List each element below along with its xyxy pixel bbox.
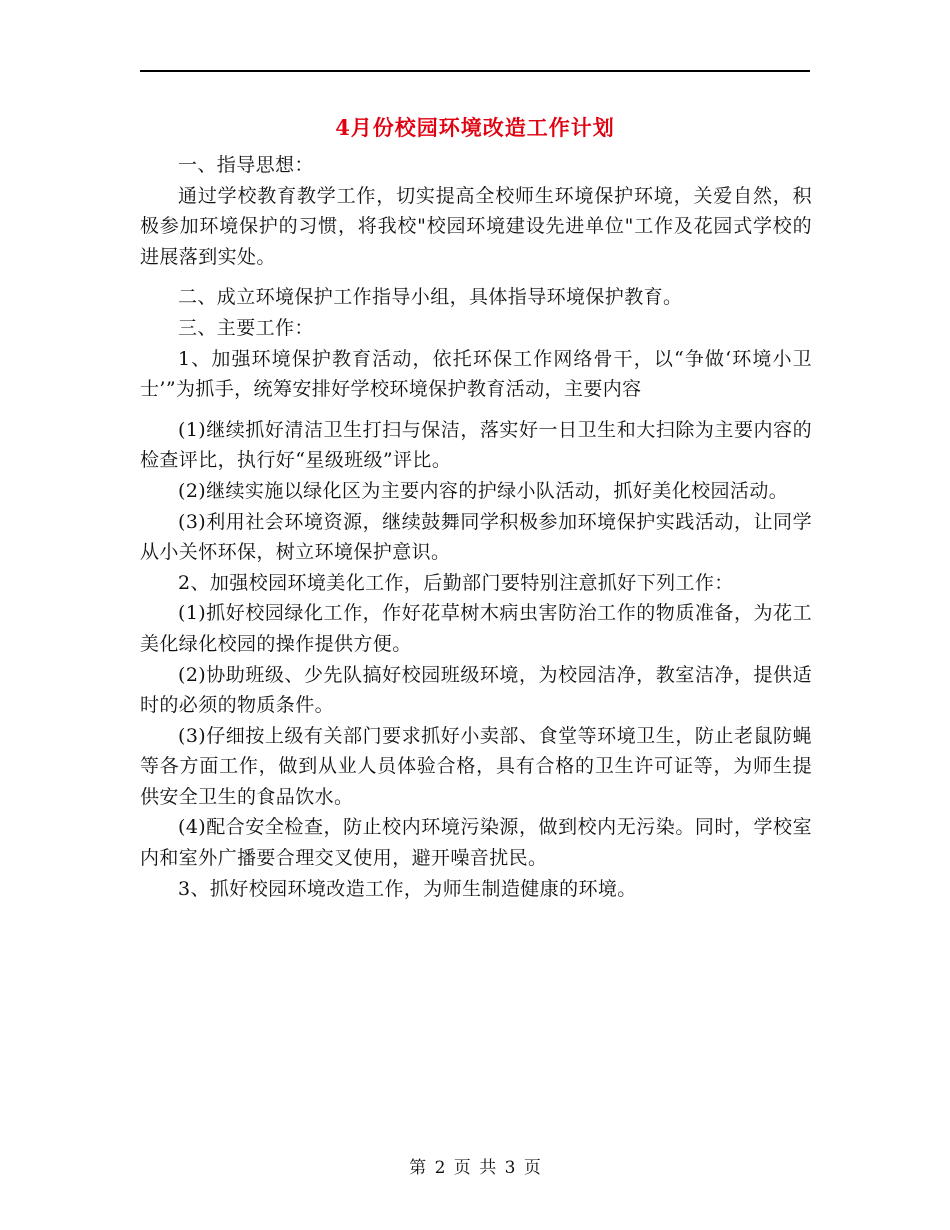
header-rule	[140, 70, 810, 72]
paragraph-item-2-1: (1)抓好校园绿化工作，作好花草树木病虫害防治工作的物质准备，为花工美化绿化校园的操作提供方便。	[140, 602, 812, 655]
section-heading-main-work: 三、主要工作：	[178, 316, 314, 339]
paragraph-item-1-2: (2)继续实施以绿化区为主要内容的护绿小队活动，抓好美化校园活动。	[178, 479, 789, 502]
paragraph-guiding-ideology: 通过学校教育教学工作，切实提高全校师生环境保护环境，关爱自然，积极参加环境保护的习惯，将我校"校园环境建设先进单位"工作及花园式学校的进展落到实处。	[140, 184, 812, 268]
document-body	[140, 150, 812, 904]
paragraph-item-3: 3、抓好校园环境改造工作，为师生制造健康的环境。	[178, 877, 637, 900]
paragraph-item-2-3: (3)仔细按上级有关部门要求抓好小卖部、食堂等环境卫生，防止老鼠防蝇等各方面工作，做到从业人员体验合格，具有合格的卫生许可证等，为师生提供安全卫生的食品饮水。	[140, 724, 812, 808]
paragraph-item-2: 2、加强校园环境美化工作，后勤部门要特别注意抓好下列工作：	[178, 571, 734, 594]
paragraph-item-1: 1、加强环境保护教育活动，依托环保工作网络骨干，以“争做‘环境小卫士’”为抓手，统筹安排好学校环境保护教育活动，主要内容	[140, 347, 812, 401]
section-heading-guiding-ideology: 一、指导思想：	[178, 154, 314, 176]
document-title: 4月份校园环境改造工作计划	[335, 115, 615, 140]
page-number-footer: 第 2 页 共 3 页	[409, 1158, 541, 1178]
paragraph-item-2-2: (2)协助班级、少先队搞好校园班级环境，为校园洁净，教室洁净，提供适时的必须的物质条件。	[140, 663, 812, 717]
paragraph-item-1-1: (1)继续抓好清洁卫生打扫与保洁，落实好一日卫生和大扫除为主要内容的检查评比，执行好“星级班级”评比。	[140, 418, 812, 472]
paragraph-item-1-3: (3)利用社会环境资源，继续鼓舞同学积极参加环境保护实践活动，让同学从小关怀环保，树立环境保护意识。	[140, 510, 812, 564]
section-heading-guidance-group: 二、成立环境保护工作指导小组，具体指导环境保护教育。	[178, 286, 683, 309]
paragraph-item-2-4: (4)配合安全检查，防止校内环境污染源，做到校内无污染。同时，学校室内和室外广播要合理交叉使用，避开噪音扰民。	[140, 816, 812, 870]
